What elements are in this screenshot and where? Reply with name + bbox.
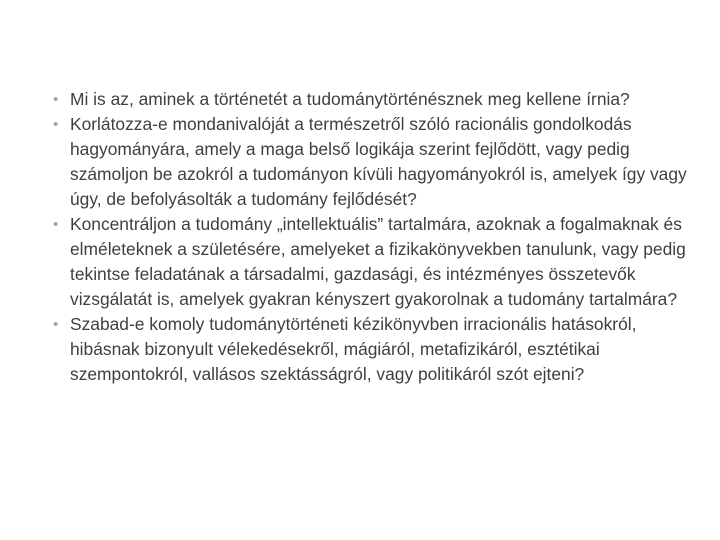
- bullet-list: [50, 87, 690, 387]
- bullet-item: [50, 312, 690, 387]
- bullet-text: Szabad-e komoly tudománytörténeti kézikönyvben irracionális hatásokról, hibásnak bizonyult vélekedésekről, mágiáról, metafizikáról, esztétikai szempontokról, vallásos szektásságról, vagy politikáról szót ejteni?: [70, 314, 637, 384]
- bullet-item: [50, 212, 690, 312]
- bullet-item: [50, 112, 690, 212]
- bullet-icon: •: [53, 116, 59, 133]
- bullet-icon: •: [53, 316, 59, 333]
- bullet-icon: •: [53, 91, 59, 108]
- bullet-text: Koncentráljon a tudomány „intellektuális” tartalmára, azoknak a fogalmaknak és elméleteknek a születésére, amelyeket a fizikakönyvekben tanulunk, vagy pedig tekintse feladatának a társadalmi, gazdasági, és intézményes összetevők vizsgálatát is, amelyek gyakran kényszert gyakorolnak a tudomány tartalmára?: [70, 214, 686, 309]
- bullet-icon: •: [53, 216, 59, 233]
- bullet-text: Korlátozza-e mondanivalóját a természetről szóló racionális gondolkodás hagyományára, amely a maga belső logikája szerint fejlődött, vagy pedig számoljon be azokról a tudományon kívüli hagyományokról is, amelyek így vagy úgy, de befolyásolták a tudomány fejlődését?: [70, 114, 687, 209]
- bullet-text: Mi is az, aminek a történetét a tudománytörténésznek meg kellene írnia?: [70, 89, 630, 109]
- bullet-item: [50, 87, 690, 112]
